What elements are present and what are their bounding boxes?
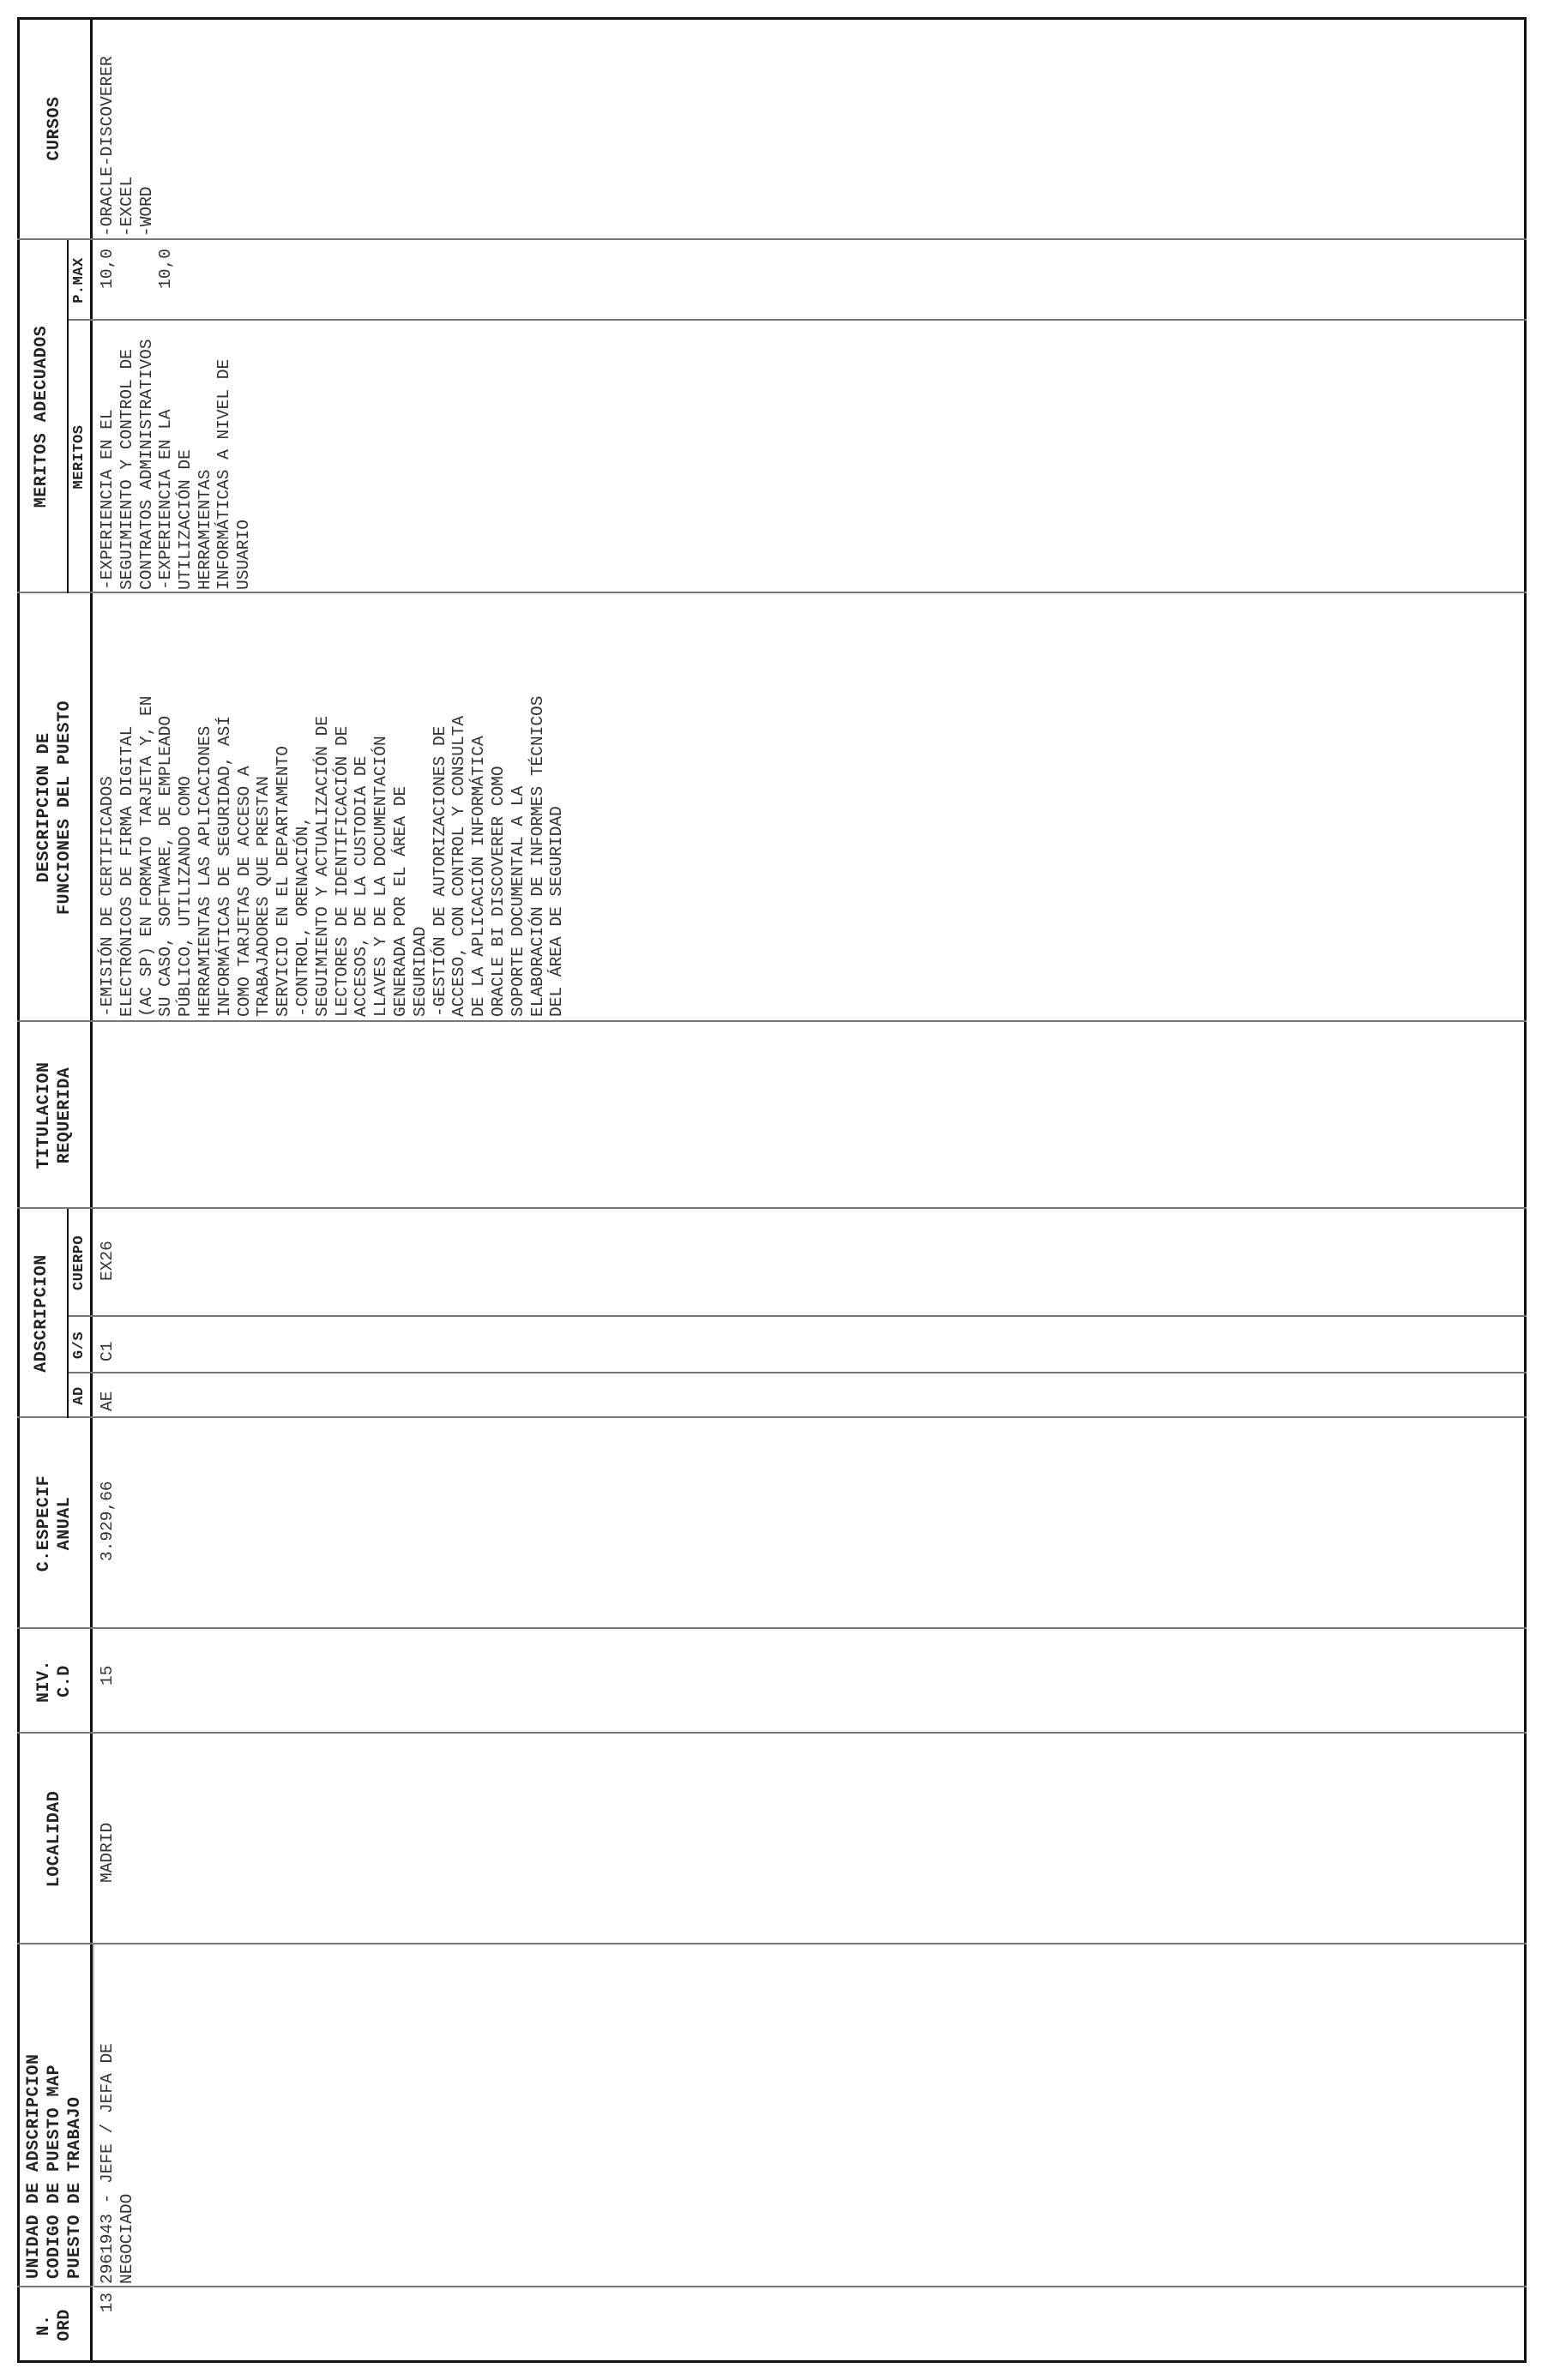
col-divider <box>17 1732 1527 1734</box>
header-unidad <box>17 1944 93 2287</box>
cell-descripcion: -EMISIÓN DE CERTIFICADOS ELECTRÓNICOS DE FIRMA DIGITAL (AC SP) EN FORMATO TARJETA Y, EN SU CASO, SOFTWARE, DE EMPLEADO PÚBLICO, UTILIZANDO COMO HERRAMIENTAS LAS APLICACIONES INFORMÁTICAS DE SEGURIDAD, ASÍ COMO TARJETAS DE ACCESO A TRABAJADORES QUE PRESTAN SERVICIO EN EL DEPARTAMENTO -CONTROL, ORENACIÓN, SEGUIMIENTO Y ACTUALIZACIÓN DE LECTORES DE IDENTIFICACIÓN DE ACCESOS, DE LA CUSTODIA DE LLAVES Y DE LA DOCUMENTACIÓN GENERADA POR EL ÁREA DE SEGURIDAD -GESTIÓN DE AUTORIZACIONES DE ACCESO, CON CONTROL Y CONSULTA DE LA APLICACIÓN INFORMÁTICA ORACLE BI DISCOVERER COMO SOPORTE DOCUMENTAL A LA ELABORACIÓN DE INFORMES TÉCNICOS DEL ÁREA DE SEGURIDAD <box>98 695 567 1017</box>
header-meritos-adecuados <box>17 240 67 593</box>
cell-merito-1: -EXPERIENCIA EN EL SEGUIMIENTO Y CONTROL DE CONTRATOS ADMINISTRATIVOS <box>98 339 156 590</box>
header-text: N. <box>34 2314 54 2336</box>
cell-c-especif: 3.929,66 <box>98 1481 117 1561</box>
header-text: ADSCRIPCION <box>32 1254 51 1373</box>
header-adscripcion <box>17 1209 67 1418</box>
col-divider <box>67 1315 1527 1317</box>
cell-puesto: 2961943 - JEFE / JEFA DE NEGOCIADO <box>98 2043 136 2284</box>
header-cursos <box>17 17 93 240</box>
header-localidad <box>17 1734 93 1944</box>
cell-localidad: MADRID <box>98 1822 117 1883</box>
cell-gs: C1 <box>98 1341 117 1361</box>
header-titulacion <box>17 1022 93 1209</box>
header-ad <box>67 1373 93 1418</box>
header-text: LOCALIDAD <box>45 1790 64 1888</box>
cell-merito-2: -EXPERIENCIA EN LA UTILIZACIÓN DE HERRAMIENTAS INFORMÁTICAS A NIVEL DE USUARIO <box>156 358 254 590</box>
header-text: ORD <box>55 2309 75 2341</box>
header-text: UNIDAD DE ADSCRIPCION <box>24 2053 44 2279</box>
header-p-max <box>67 240 93 321</box>
header-text: DESCRIPCION DE <box>34 732 54 883</box>
rotated-table <box>17 17 1527 2363</box>
header-c-especif <box>17 1418 93 1629</box>
cell-n-ord: 13 <box>98 2293 117 2313</box>
col-divider <box>17 1020 1527 1022</box>
header-text: CURSOS <box>45 96 64 161</box>
cell-ad: AE <box>98 1391 117 1411</box>
col-divider <box>17 1416 1527 1418</box>
header-descripcion <box>17 593 93 1022</box>
col-divider <box>17 2286 1527 2287</box>
header-text: REQUERIDA <box>55 1067 75 1164</box>
header-text: G/S <box>71 1331 87 1360</box>
cell-cuerpo: EX26 <box>98 1241 117 1281</box>
header-text: C.D <box>55 1665 75 1698</box>
cell-pmax-2: 10,0 <box>156 249 175 289</box>
col-divider <box>17 1207 1527 1209</box>
col-divider <box>67 319 1527 321</box>
header-text: C.ESPECIF <box>34 1475 54 1572</box>
header-gs <box>67 1317 93 1373</box>
header-text: MERITOS <box>71 424 87 490</box>
cell-pmax-1: 10,0 <box>98 249 117 289</box>
header-text: NIV. <box>34 1660 54 1704</box>
header-text: AD <box>71 1386 87 1405</box>
col-divider <box>17 238 1527 240</box>
header-text: FUNCIONES DEL PUESTO <box>55 700 75 916</box>
header-meritos <box>67 321 93 593</box>
header-niv <box>17 1629 93 1734</box>
row-line <box>93 1944 94 2287</box>
col-divider <box>17 592 1527 593</box>
header-n-ord <box>17 2287 93 2363</box>
header-text: CODIGO DE PUESTO MAP <box>45 2064 64 2279</box>
cell-nivel: 15 <box>98 1665 117 1686</box>
header-text: ANUAL <box>55 1496 75 1551</box>
header-text: CUERPO <box>71 1235 87 1291</box>
col-divider <box>17 1627 1527 1629</box>
col-divider <box>67 1372 1527 1373</box>
header-text: PUESTO DE TRABAJO <box>65 2096 85 2279</box>
header-text: P.MAX <box>71 257 87 304</box>
header-text: TITULACION <box>34 1061 54 1169</box>
header-text: MERITOS ADECUADOS <box>32 325 51 508</box>
header-cuerpo <box>67 1209 93 1317</box>
cell-cursos: -ORACLE-DISCOVERER -EXCEL -WORD <box>98 56 156 237</box>
col-divider <box>17 1943 1527 1944</box>
